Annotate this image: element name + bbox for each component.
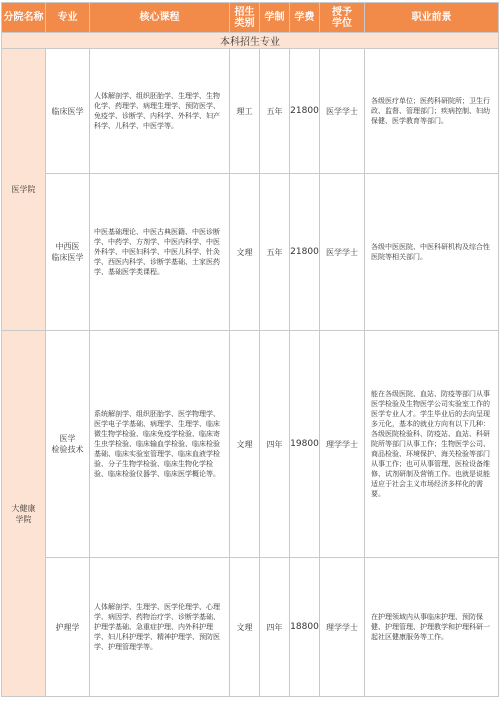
fee-cell: 19800 (290, 331, 320, 558)
table-row (2, 49, 499, 174)
degree-cell: 理学学士 (320, 331, 365, 558)
major-cell (46, 174, 90, 331)
duration-cell: 五年 (260, 174, 290, 331)
header-degree-line2: 学位 (332, 17, 352, 29)
college-health-line2: 学院 (15, 514, 32, 524)
major-line1: 医学 (59, 434, 76, 443)
table-row (2, 558, 499, 697)
header-courses: 核心课程 (90, 3, 230, 33)
college-health-line1: 大健康 (11, 503, 36, 513)
courses-cell: 人体解剖学、组织胚胎学、生理学、生物化学、药理学、病理生理学、预防医学、免疫学、诊断学、内科学、外科学、妇产科学、儿科学、中医学等。 (90, 49, 230, 174)
header-duration: 学制 (260, 3, 290, 33)
table-row (2, 174, 499, 331)
career-cell: 各级中医医院、中医科研机构及综合性医院等相关部门。 (365, 174, 499, 331)
category-cell: 理工 (230, 49, 260, 174)
header-degree (320, 3, 365, 33)
major-line2: 检验技术 (51, 445, 84, 454)
degree-cell: 理学学士 (320, 558, 365, 697)
duration-cell: 四年 (260, 331, 290, 558)
major-line2: 临床医学 (51, 253, 84, 262)
fee-cell: 21800 (290, 49, 320, 174)
major-line1: 中西医 (55, 242, 80, 251)
major-cell (46, 331, 90, 558)
header-category-line1: 招生 (234, 6, 255, 18)
section-row (2, 33, 499, 49)
career-cell: 各级医疗单位；医药科研院所；卫生行政、监督、管理部门；疾病控制、妇幼保健、医学教育等部门。 (365, 49, 499, 174)
header-major: 专业 (46, 3, 90, 33)
fee-cell: 21800 (290, 174, 320, 331)
duration-cell: 四年 (260, 558, 290, 697)
category-cell: 文理 (230, 174, 260, 331)
courses-cell: 系统解剖学、组织胚胎学、医学物理学、医学电子学基础、病理学、生理学、临床微生物学检验、临床免疫学检验、临床寄生虫学检验、临床输血学检验、临床检验基础、临床实验室管理学、临床血液学检验、分子生物学检验、临床生物化学检验、临床检验仪器学、临床医学概论等。 (90, 331, 230, 558)
major-cell: 临床医学 (46, 49, 90, 174)
header-degree-line1: 授予 (332, 6, 352, 18)
courses-cell: 人体解剖学、生理学、医学伦理学、心理学、病因学、药物治疗学、诊断学基础、护理学基础、急重症护理、内外科护理学、妇儿科护理学、精神护理学、预防医学、护理管理学等。 (90, 558, 230, 697)
header-category (230, 3, 260, 33)
duration-cell: 五年 (260, 49, 290, 174)
header-college: 分院名称 (2, 3, 46, 33)
courses-cell: 中医基础理论、中医古典医籍、中医诊断学、中药学、方剂学、中医内科学、中医外科学、中医妇科学、中医儿科学、针灸学、西医内科学、诊断学基础、土家医药学、基础医学类课程。 (90, 174, 230, 331)
section-title: 本科招生专业 (2, 33, 499, 49)
header-fee: 学费 (290, 3, 320, 33)
table-row (2, 331, 499, 558)
fee-cell: 18800 (290, 558, 320, 697)
header-category-line2: 类别 (234, 17, 255, 29)
category-cell: 文理 (230, 331, 260, 558)
major-cell: 护理学 (46, 558, 90, 697)
college-medical: 医学院 (2, 49, 46, 331)
category-cell: 文理 (230, 558, 260, 697)
majors-table (1, 2, 499, 697)
degree-cell: 医学学士 (320, 174, 365, 331)
career-cell: 在护理领域内从事临床护理、预防保健、护理管理、护理教学和护理科研一起社区健康服务等工作。 (365, 558, 499, 697)
header-row (2, 3, 499, 33)
college-health (2, 331, 46, 697)
career-cell: 能在各级医院、血站、防疫等部门从事医学检验及生物医学公司实验室工作的医学专业人才。学生毕业后的去向呈现多元化，基本的就业方向有以下几种：各级医院检验科、防疫站、血站、科研院所等部门从事工作；生物医学公司、商品检验、环境保护、海关检验等部门从事工作；也可从事管理、医检设备维修、试剂研制及营销工作。也就是说能适应于社会主义市场经济多样化的需要。 (365, 331, 499, 558)
header-career: 职业前景 (365, 3, 499, 33)
degree-cell: 医学学士 (320, 49, 365, 174)
